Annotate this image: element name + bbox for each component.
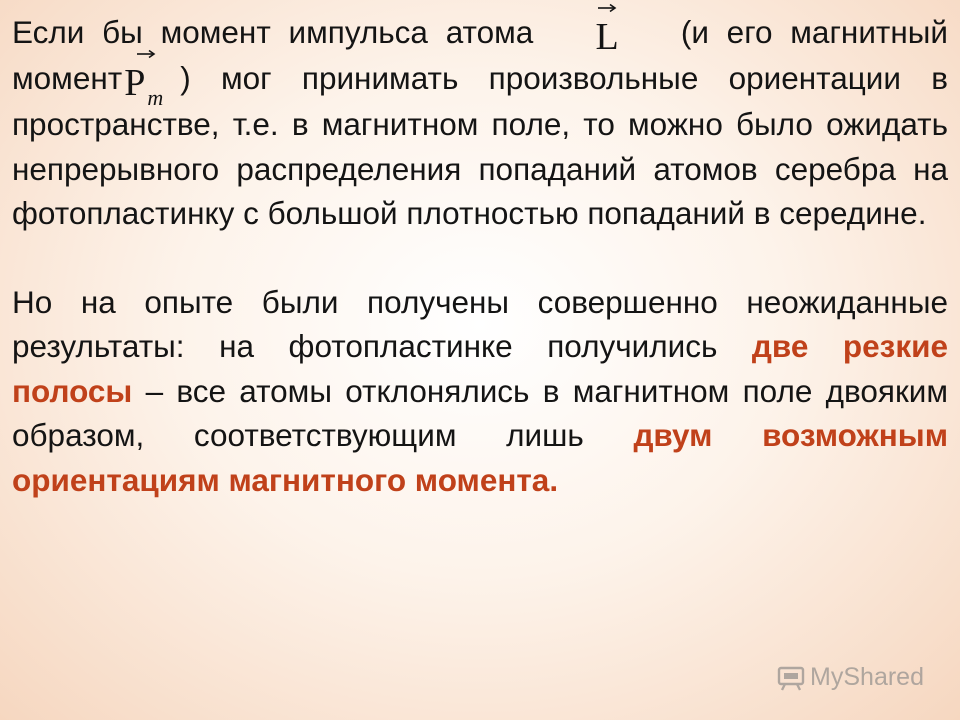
watermark-text: MyShared <box>810 662 924 691</box>
vector-L-symbol: L <box>595 16 619 58</box>
vector-P-subscript: m <box>147 85 164 110</box>
p1-line1-end: (и его магнитный момент <box>12 14 948 96</box>
paragraph-1 <box>12 10 948 236</box>
vector-arrow-icon <box>136 49 156 59</box>
highlight-two-orientations: двум возможным ориентациям магнитного момента. <box>12 417 948 498</box>
p2-text-1: Но на опыте были получены совершенно неожиданные результаты: на фотопластинке получились <box>12 283 948 364</box>
highlight-two-stripes: две резкие полосы <box>12 328 948 409</box>
vector-P-symbol: P <box>124 62 146 104</box>
vector-Pm-formula <box>122 62 180 110</box>
myshared-logo-icon <box>776 662 806 692</box>
vector-arrow-icon <box>597 3 617 13</box>
p2-text-2: – все атомы отклонялись в магнитном поле двояким образом, соответствующим лишь <box>12 372 948 453</box>
watermark <box>776 662 924 692</box>
paragraph-2 <box>12 280 948 503</box>
p1-rest: ) мог принимать произвольные ориентации в пространстве, т.е. в магнитном поле, то можно было ожидать непрерывного распределения попаданий атомов серебра на фотопластинку с большой плотностью попаданий в середине. <box>12 60 948 231</box>
vector-L-formula <box>551 18 663 56</box>
p1-line1-start: Если бы момент импульса атома <box>12 14 534 50</box>
slide-text <box>12 10 948 502</box>
